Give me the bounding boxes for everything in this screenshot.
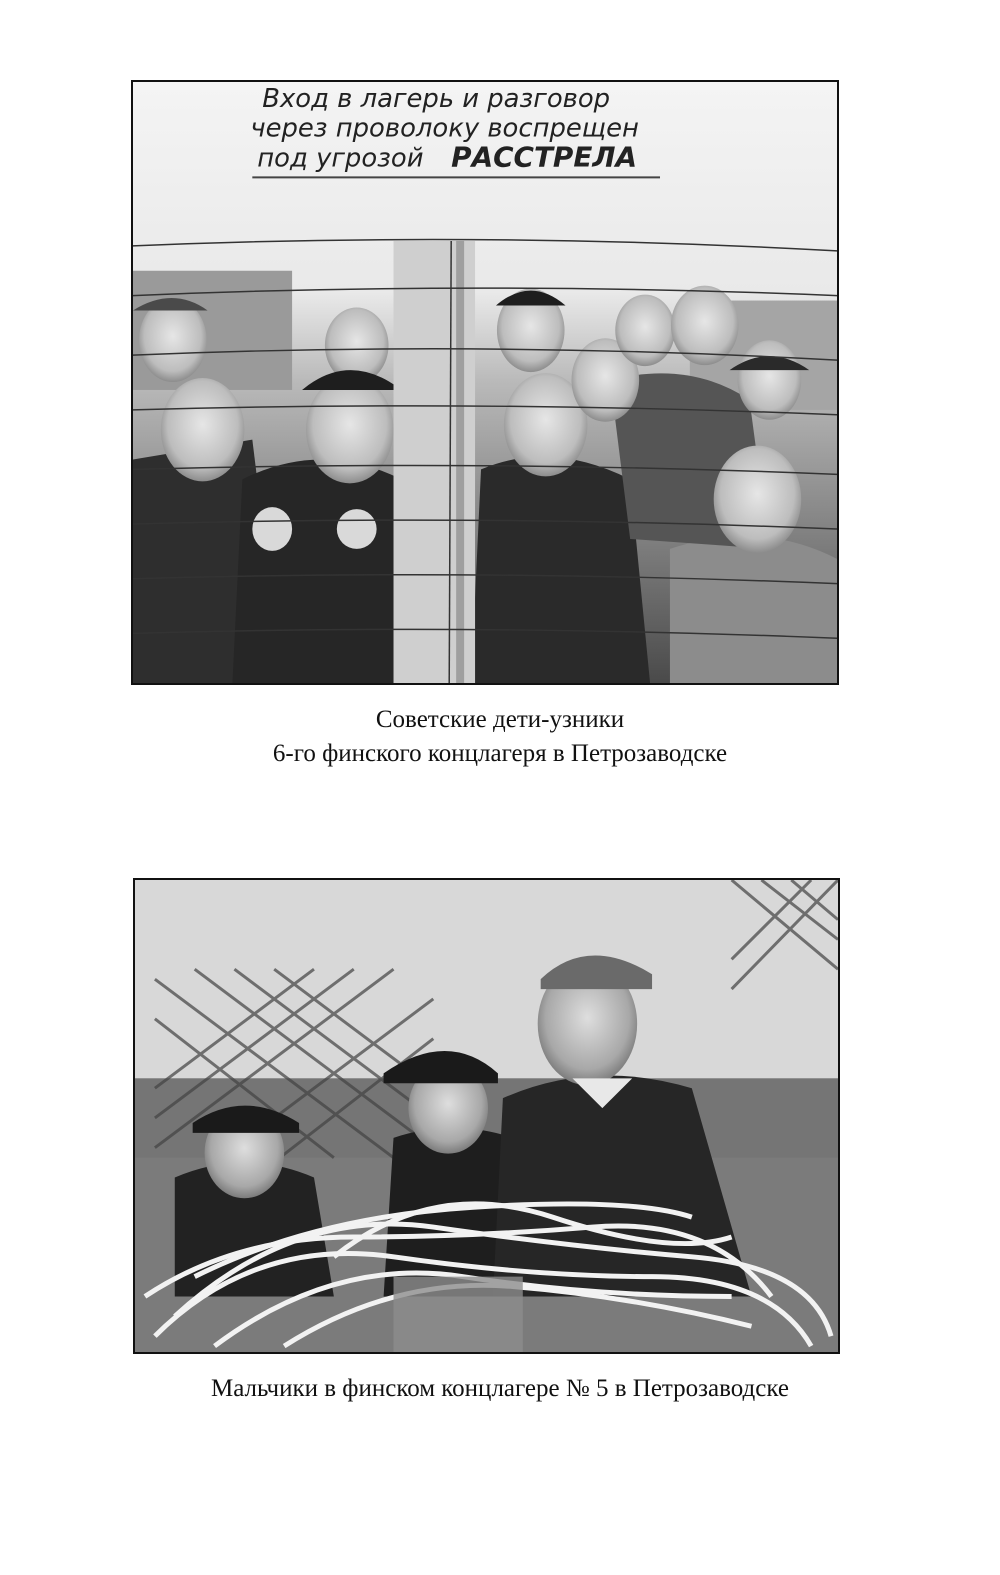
child-face [306,376,394,483]
child-face [615,295,675,367]
child-face [714,446,802,553]
child-coat [471,457,650,683]
svg-text:под угрозой: под угрозой [257,143,424,174]
child-dress [670,536,837,683]
photo-children-behind-barbed-wire [131,80,839,685]
svg-text:РАССТРЕЛА: РАССТРЕЛА [451,140,638,174]
child-face [738,340,802,419]
photo-2-caption [0,1372,1000,1406]
warning-sign [250,84,660,178]
caption-line: Советские дети-узники [375,706,625,733]
svg-text:через проволоку воспрещен: через проволоку воспрещен [250,113,639,144]
child-face [161,378,245,481]
photo-boys-weaving [133,878,840,1354]
caption-line: Мальчики в финском концлагере № 5 в Петрозаводске [210,1375,789,1402]
photo-1-caption [0,703,1000,771]
caption-line: 6-го финского концлагеря в Петрозаводске [272,740,728,767]
svg-text:Вход в лагерь и разговор: Вход в лагерь и разговор [262,83,611,114]
child-face [139,299,207,382]
child-coat [232,459,411,683]
